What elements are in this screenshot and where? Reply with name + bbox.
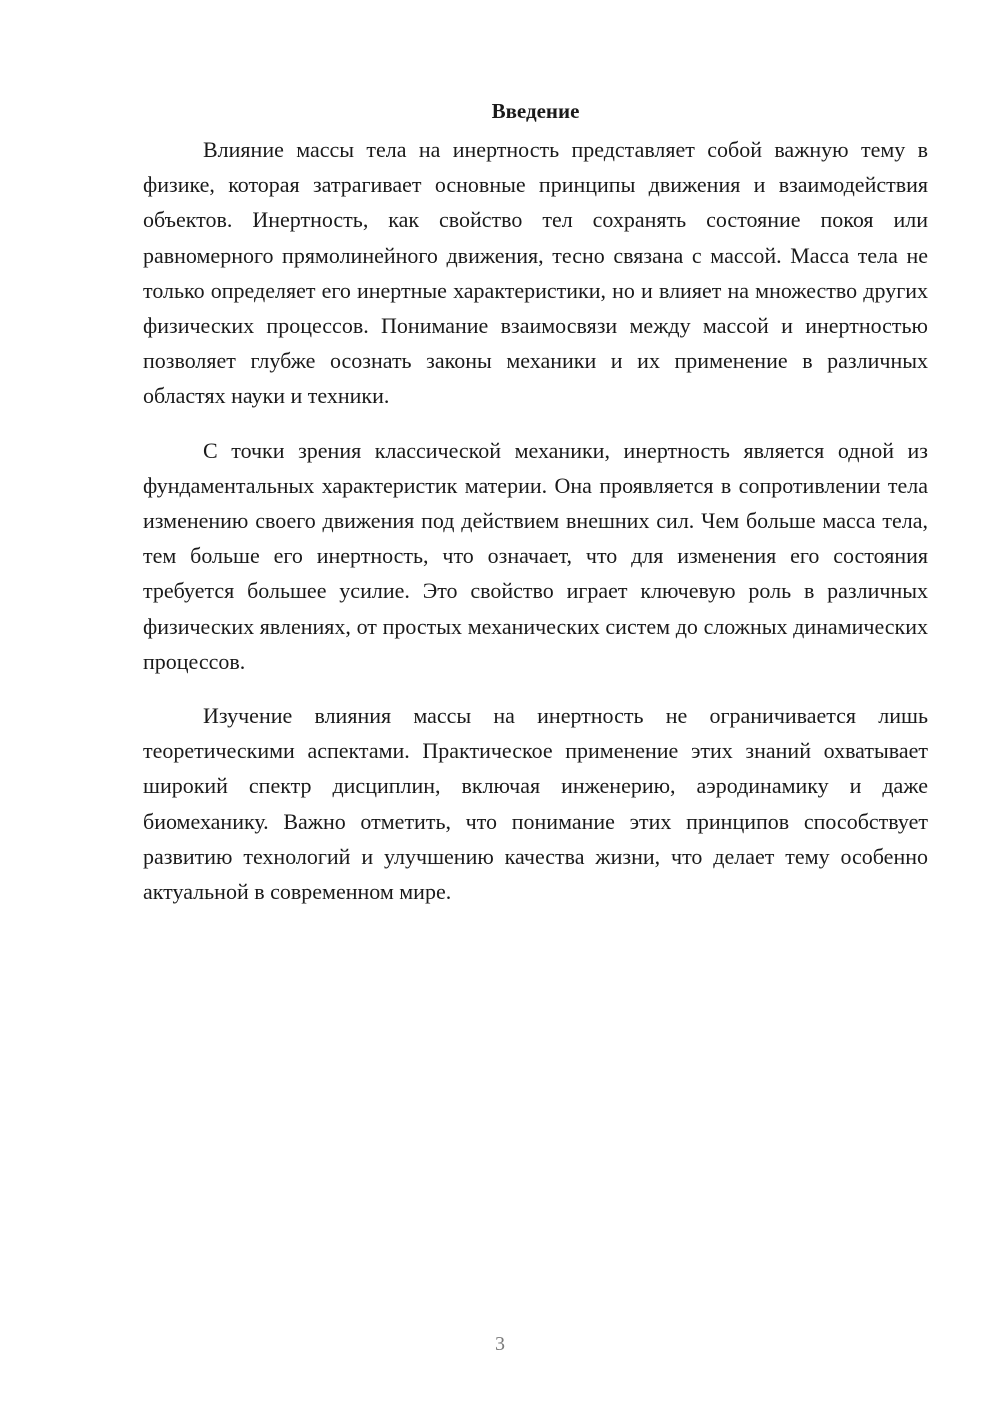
document-body	[143, 97, 928, 928]
paragraph-1: Влияние массы тела на инертность представляет собой важную тему в физике, которая затрагивает основные принципы движения и взаимодействия объектов. Инертность, как свойство тел сохранять состояние покоя или равномерного прямолинейного движения, тесно связана с массой. Масса тела не только определяет его инертные характеристики, но и влияет на множество других физических процессов. Понимание взаимосвязи между массой и инертностью позволяет глубже осознать законы механики и их применение в различных областях науки и техники.	[143, 137, 928, 409]
page-number: 3	[495, 1333, 505, 1355]
paragraph-2: С точки зрения классической механики, инертность является одной из фундаментальных характеристик материи. Она проявляется в сопротивлении тела изменению своего движения под действием внешних сил. Чем больше масса тела, тем больше его инертность, что означает, что для изменения его состояния требуется большее усилие. Это свойство играет ключевую роль в различных физических явлениях, от простых механических систем до сложных динамических процессов.	[143, 437, 928, 674]
paragraph-3: Изучение влияния массы на инертность не ограничивается лишь теоретическими аспектами. Практическое применение этих знаний охватывает широкий спектр дисциплин, включая инженерию, аэродинамику и даже биомеханику. Важно отметить, что понимание этих принципов способствует развитию технологий и улучшению качества жизни, что делает тему особенно актуальной в современном мире.	[143, 703, 928, 905]
section-title: Введение	[491, 99, 580, 123]
